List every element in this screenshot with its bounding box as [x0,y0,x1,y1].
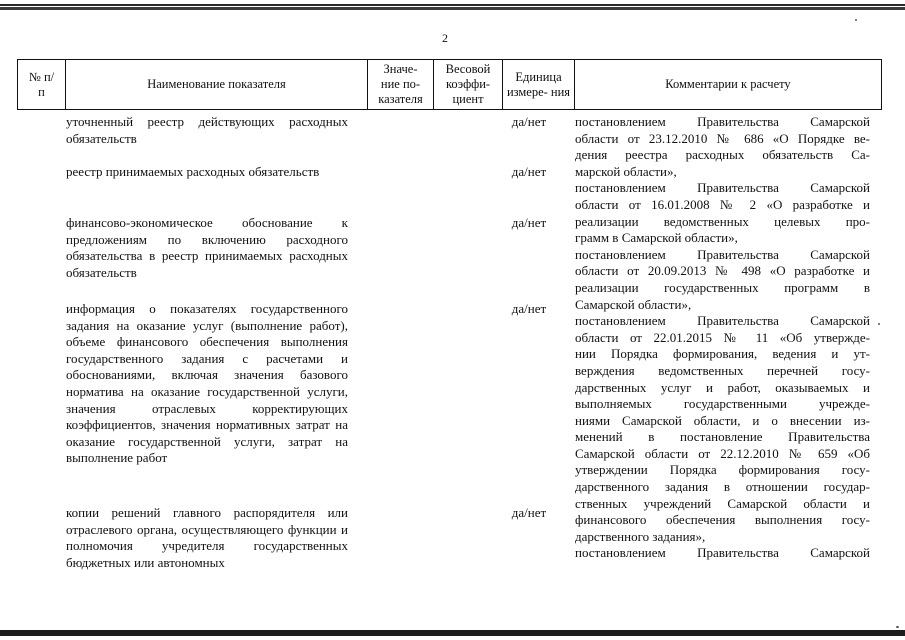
comment-line: постановлением Правительства Самарской [575,180,870,196]
unit-value: да/нет [511,301,547,316]
comment-line: Самарской области от 22.12.2010 № 659 «Об [575,445,870,461]
scan-speck [896,626,899,628]
comment-line: нии Порядка формирования, ведения и ут- [575,346,870,362]
page-number: 2 [442,31,448,45]
header-name [66,60,368,109]
comment-line: верждения ведомственных перечней госу- [575,362,870,378]
header-num [18,60,66,109]
unit-value: да/нет [511,215,547,230]
comment-line: дения реестра расходных обязательств Са- [575,147,870,163]
comment-line: ниями Самарской области, и о внесении из- [575,412,870,428]
header-weight [434,60,503,109]
header-value-label: Значе- ние по- казателя [378,62,423,106]
header-name-label: Наименование показателя [147,77,286,91]
comment-line: утверждении Порядка формирования госу- [575,462,870,478]
indicator-name: финансово-экономическое обоснование к предложениям по включению расходного обязательства в реестр принимаемых расходных обязательств [66,215,348,280]
indicator-name: информация о показателях государственного задания на оказание услуг (выполнение работ), объеме финансового обеспечения выполнения государственного задания с расчетами и обоснованиями, включая значения базового норматива на оказание государственной услуги, значения отраслевых корректирующих коэффициентов, значения нормативных затрат на оказание государственной услуги, затрат на выполнение работ [66,301,348,466]
header-value [368,60,434,109]
scan-top-edge [0,4,905,10]
unit-value: да/нет [511,505,547,520]
header-unit [503,60,575,109]
unit-value: да/нет [511,114,547,129]
comment-line: менений в постановление Правительства [575,429,870,445]
header-comment-label: Комментарии к расчету [665,77,791,91]
indicator-name: уточненный реестр действующих расходных обязательств [66,114,348,146]
scan-speck [878,323,880,325]
comment-line: дарственных услуг и работ, оказываемых и [575,379,870,395]
comment-line: области от 23.12.2010 № 686 «О Порядке ве- [575,130,870,146]
comment-line: дарственного задания», [575,528,706,544]
comment-line: области от 22.01.2015 № 11 «Об утвержде- [575,329,870,345]
header-num-label: № п/п [28,69,55,99]
comment-line: постановлением Правительства Самарской [575,246,870,262]
scan-speck [855,19,857,21]
comment-line: марской области», [575,163,677,179]
comment-line: выполняемых государственными учрежде- [575,396,870,412]
comment-line: реализации государственных программ в [575,279,870,295]
comment-line: финансового обеспечения выполнения госу- [575,512,870,528]
comments-column [575,114,870,562]
unit-value: да/нет [511,164,547,179]
comment-line: постановлением Правительства Самарской [575,545,870,561]
header-weight-label: Весовой коэффи- циент [445,62,491,106]
header-unit-label: Единица измере- ния [506,69,571,99]
comment-line: области от 16.01.2008 № 2 «О разработке и [575,196,870,212]
comment-line: грамм в Самарской области», [575,230,738,246]
table-header [17,59,882,110]
comment-line: области от 20.09.2013 № 498 «О разработке и [575,263,870,279]
comment-line: ственных учреждений Самарской области и [575,495,870,511]
scan-bottom-edge [0,630,905,636]
comment-line: постановлением Правительства Самарской [575,313,870,329]
indicator-name: реестр принимаемых расходных обязательств [66,164,320,179]
comment-line: дарственного задания в отношении государ- [575,479,870,495]
header-comment [575,60,881,109]
comment-line: реализации ведомственных целевых про- [575,213,870,229]
comment-line: Самарской области», [575,296,692,312]
comment-line: постановлением Правительства Самарской [575,114,870,129]
indicator-name: копии решений главного распорядителя или отраслевого органа, осуществляющего функции и полномочия учредителя государственных бюджетных или автономных [66,505,348,570]
